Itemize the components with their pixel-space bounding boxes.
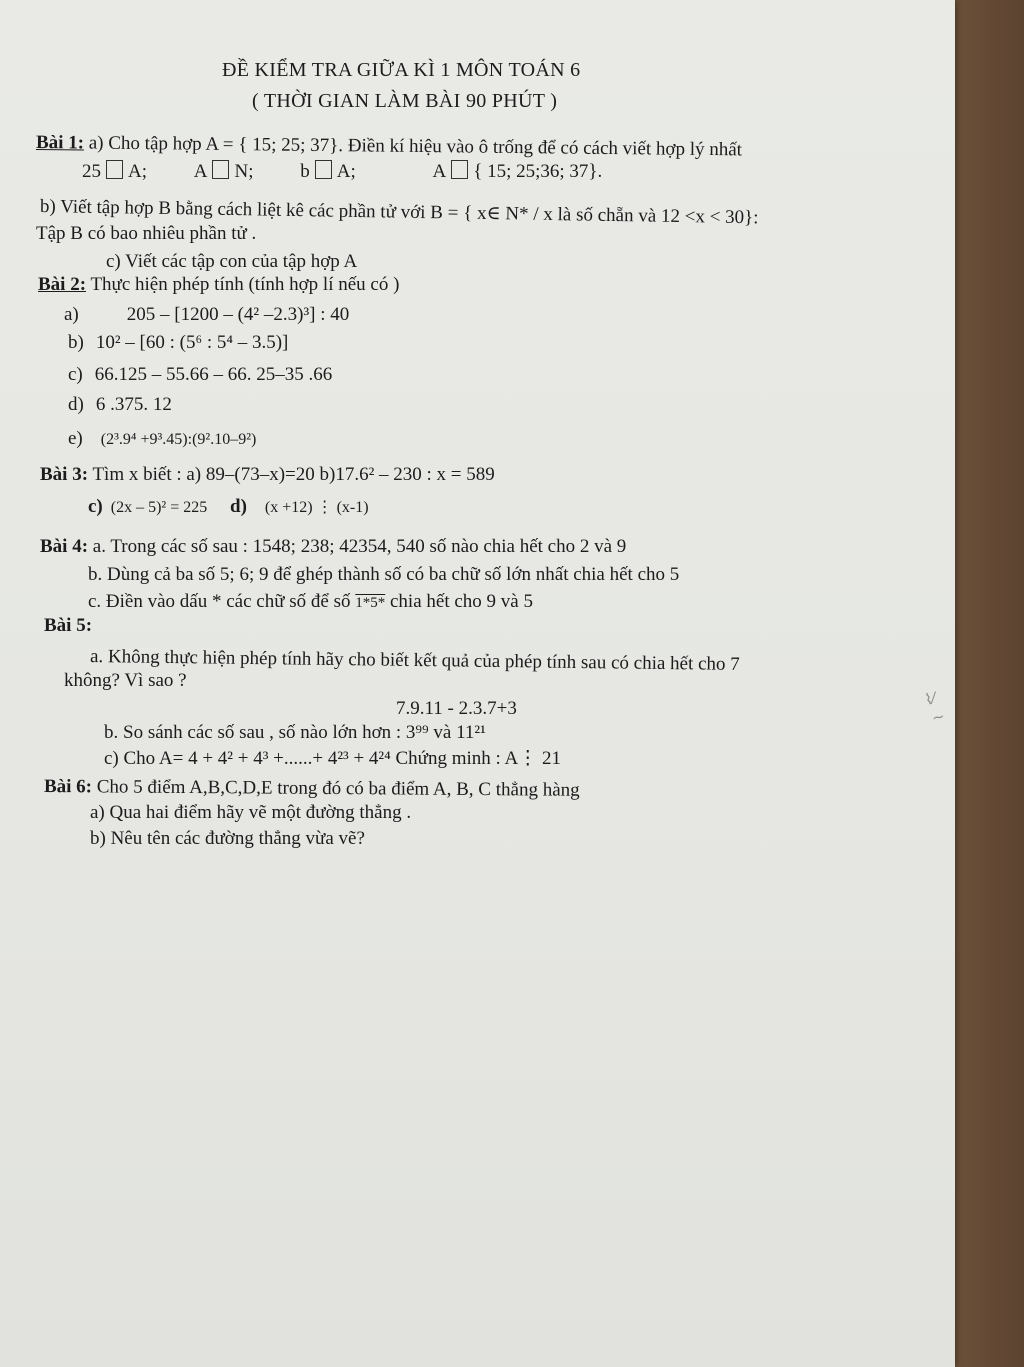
bai6-b: b) Nêu tên các đường thẳng vừa vẽ? [90, 828, 365, 849]
bai1-item-text: { 15; 25;36; 37}. [473, 161, 603, 182]
exam-title: ĐỀ KIỂM TRA GIỮA KÌ 1 MÔN TOÁN 6 [222, 59, 581, 81]
bai3-cd [88, 496, 369, 519]
bai1-label: Bài 1: [35, 132, 85, 154]
pencil-scribble: ⌇⁄ [923, 689, 937, 709]
bai4-c [88, 591, 533, 614]
bai4-b: b. Dùng cả ba số 5; 6; 9 để ghép thành số có ba chữ số lớn nhất chia hết cho 5 [88, 564, 680, 585]
bai5-a2: không? Vì sao ? [64, 670, 187, 691]
item-label: d) [68, 394, 84, 415]
item-label: e) [68, 428, 83, 449]
exam-subtitle: ( THỜI GIAN LÀM BÀI 90 PHÚT ) [252, 90, 558, 112]
bai2-item-b [68, 332, 288, 355]
bai3-text: Tìm x biết : a) 89–(73–x)=20 b)17.6² – 230 : x = 589 [88, 464, 495, 485]
bai4-a: a. Trong các số sau : 1548; 238; 42354, 540 số nào chia hết cho 2 và 9 [88, 536, 627, 557]
item-expression: (x +12) ⋮ (x-1) [264, 499, 369, 516]
bai1-b-text: b) Viết tập hợp B bằng cách liệt kê các phần tử với B = { x∈ N* / x là số chẵn và 12 <x < 30}: [39, 196, 759, 229]
bai1-item-text: A; [336, 161, 356, 182]
bai5-a-expression: 7.9.11 - 2.3.7+3 [396, 698, 517, 719]
answer-box[interactable] [106, 160, 123, 179]
answer-box[interactable] [315, 160, 332, 179]
bai6-text: Cho 5 điểm A,B,C,D,E trong đó có ba điểm A, B, C thẳng hàng [91, 776, 580, 801]
bai6-label: Bài 6: [43, 776, 93, 798]
item-label: a) [64, 304, 79, 325]
bai5-c: c) Cho A= 4 + 4² + 4³ +......+ 4²³ + 4²⁴ Chứng minh : A⋮ 21 [104, 748, 561, 769]
answer-box[interactable] [212, 160, 229, 179]
bai1-item-text: N; [234, 161, 254, 182]
bai1-item-text: b [300, 161, 310, 182]
item-label: c) [88, 496, 103, 517]
bai1-a-items [82, 160, 602, 184]
item-label: c) [68, 364, 83, 385]
bai1-c-text: c) Viết các tập con của tập hợp A [106, 251, 358, 272]
bai5-a1: a. Không thực hiện phép tính hãy cho biết kết quả của phép tính sau có chia hết cho 7 [89, 646, 740, 675]
bai2-question [38, 274, 399, 297]
item-expression: (2x – 5)² = 225 [110, 499, 208, 516]
item-label: b) [68, 332, 84, 353]
pencil-scribble: ~ [930, 706, 947, 728]
item-expression: 66.125 – 55.66 – 66. 25–35 .66 [94, 364, 333, 385]
bai3-label: Bài 3: [40, 464, 89, 485]
bai5-b: b. So sánh các số sau , số nào lớn hơn : 3⁹⁹ và 11²¹ [104, 722, 486, 743]
item-expression: 205 – [1200 – (4² –2.3)³] : 40 [126, 304, 350, 325]
bai1-question [36, 132, 742, 162]
bai4-question [40, 536, 626, 559]
bai2-item-a [64, 304, 349, 327]
item-expression: 10² – [60 : (5⁶ : 5⁴ – 3.5)] [95, 332, 289, 353]
bai5-label: Bài 5: [44, 615, 93, 636]
bai4-c-text: c. Điền vào dấu * các chữ số để số [88, 591, 356, 612]
bai2-item-e [68, 428, 256, 451]
bai2-text: Thực hiện phép tính (tính hợp lí nếu có ) [86, 274, 400, 295]
bai2-item-c [68, 364, 332, 387]
item-expression: 6 .375. 12 [95, 394, 172, 415]
bai4-c-number: 1*5* [355, 595, 386, 611]
bai6-a: a) Qua hai điểm hãy vẽ một đường thẳng . [90, 802, 412, 823]
bai1-item-text: A [193, 161, 208, 182]
bai1-item-text: A; [128, 161, 147, 182]
item-label: d) [230, 496, 247, 517]
bai1-b-text2: Tập B có bao nhiêu phần tử . [36, 223, 257, 244]
bai1-item-text: A [432, 161, 447, 182]
bai1-item-text: 25 [82, 161, 101, 182]
item-expression: (2³.9⁴ +9³.45):(9².10–9²) [100, 431, 257, 448]
bai2-label: Bài 2: [38, 274, 87, 295]
bai6-question [44, 776, 580, 803]
bai3-question [40, 464, 495, 487]
answer-box[interactable] [451, 160, 468, 179]
bai4-c-text: chia hết cho 9 và 5 [385, 591, 533, 612]
bai4-label: Bài 4: [40, 536, 89, 557]
bai1-a-text: a) Cho tập hợp A = { 15; 25; 37}. Điền kí hiệu vào ô trống để có cách viết hợp lý nhất [83, 132, 743, 161]
bai2-item-d [68, 394, 172, 417]
